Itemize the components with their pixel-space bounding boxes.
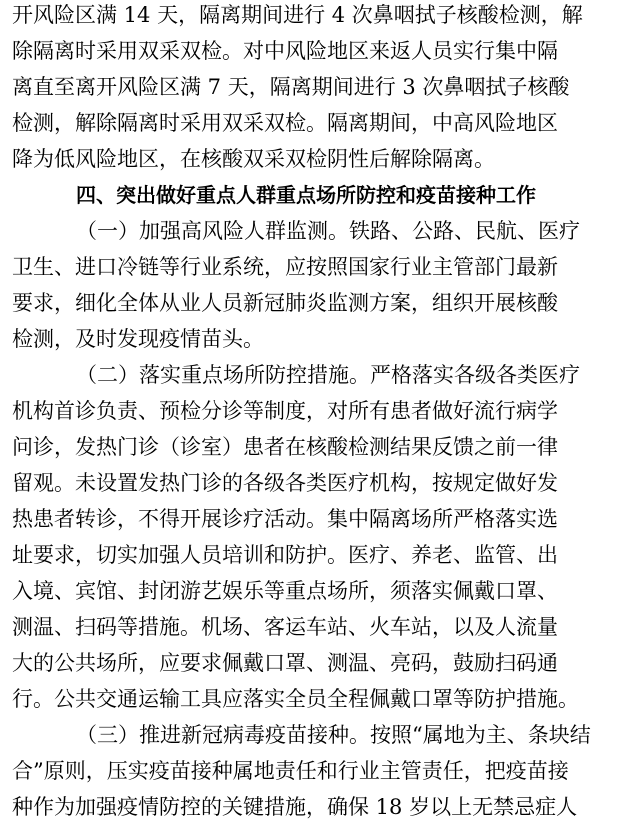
section-heading: 四、突出做好重点人群重点场所防控和疫苗接种工作 <box>76 183 536 207</box>
text-line: 种作为加强疫情防控的关键措施，确保 18 岁以上无禁忌症人 <box>12 795 578 819</box>
text-line: 问诊，发热门诊（诊室）患者在核酸检测结果反馈之前一律 <box>12 435 558 459</box>
text-line: 合”原则，压实疫苗接种属地责任和行业主管责任，把疫苗接 <box>12 759 569 783</box>
text-line: 降为低风险地区，在核酸双采双检阴性后解除隔离。 <box>12 147 495 171</box>
text-line: 卫生、进口冷链等行业系统，应按照国家行业主管部门最新 <box>12 255 558 279</box>
text-line: 测温、扫码等措施。机场、客运车站、火车站，以及人流量 <box>12 615 558 639</box>
text-line: 机构首诊负责、预检分诊等制度，对所有患者做好流行病学 <box>12 399 558 423</box>
text-line: 址要求，切实加强人员培训和防护。医疗、养老、监管、出 <box>12 543 558 567</box>
text-line: 要求，细化全体从业人员新冠肺炎监测方案，组织开展核酸 <box>12 291 558 315</box>
text-line: 开风险区满 14 天，隔离期间进行 4 次鼻咽拭子核酸检测，解 <box>12 3 583 27</box>
text-line: 检测，解除隔离时采用双采双检。隔离期间，中高风险地区 <box>12 111 558 135</box>
text-line: 热患者转诊，不得开展诊疗活动。集中隔离场所严格落实选 <box>12 507 558 531</box>
text-line: 大的公共场所，应要求佩戴口罩、测温、亮码，鼓励扫码通 <box>12 651 558 675</box>
text-line: 检测，及时发现疫情苗头。 <box>12 327 264 351</box>
paragraph-start-line: （一）加强高风险人群监测。铁路、公路、民航、医疗 <box>76 219 580 243</box>
paragraph-start-line: （三）推进新冠病毒疫苗接种。按照“属地为主、条块结 <box>76 723 591 747</box>
text-line: 行。公共交通运输工具应落实全员全程佩戴口罩等防护措施。 <box>12 687 579 711</box>
text-line: 入境、宾馆、封闭游艺娱乐等重点场所，须落实佩戴口罩、 <box>12 579 558 603</box>
text-line: 除隔离时采用双采双检。对中风险地区来返人员实行集中隔 <box>12 39 558 63</box>
paragraph-start-line: （二）落实重点场所防控措施。严格落实各级各类医疗 <box>76 363 580 387</box>
text-line: 离直至离开风险区满 7 天，隔离期间进行 3 次鼻咽拭子核酸 <box>12 75 570 99</box>
text-line: 留观。未设置发热门诊的各级各类医疗机构，按规定做好发 <box>12 471 558 495</box>
